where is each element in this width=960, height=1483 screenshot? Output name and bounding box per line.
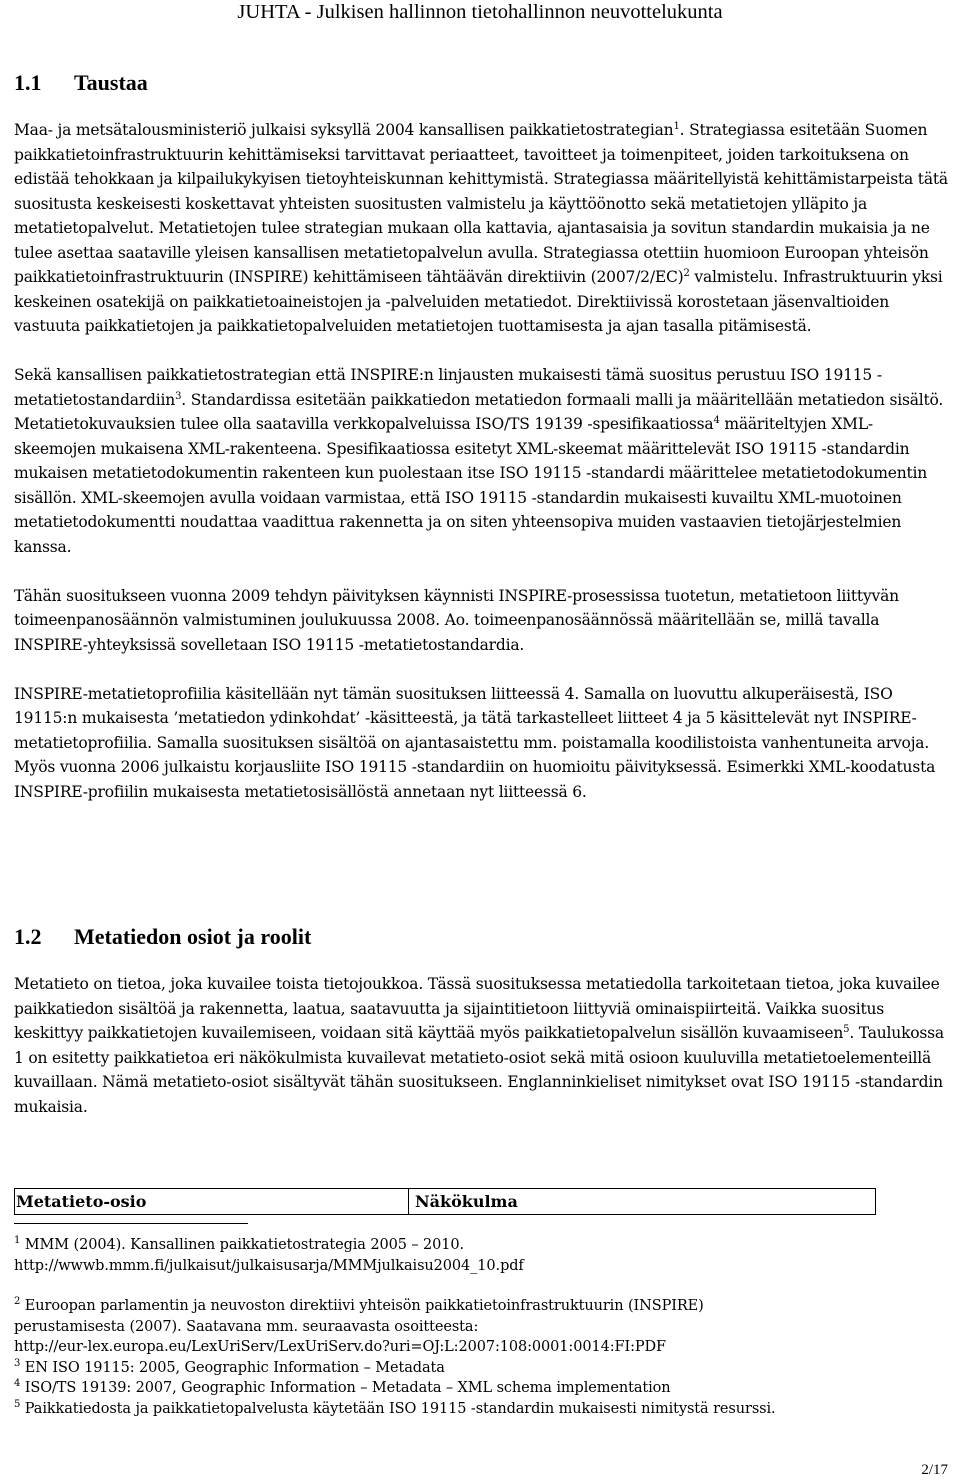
footnote-ref: 3 bbox=[175, 390, 182, 402]
table-header-cell: Metatieto-osio bbox=[15, 1189, 409, 1214]
footnote-2 bbox=[14, 1296, 944, 1358]
section-1-1-body bbox=[14, 118, 954, 804]
footnote-ref: 4 bbox=[713, 414, 720, 426]
text-run: valmistelu. Infrastruktuurin yksi keskeinen osatekijä on paikkatietoaineistojen ja -palveluiden metatiedot. Direktiivissä korostetaan jäsenvaltioiden vastuuta paikkatietojen ja paikkatietopalveluiden metatietojen tuottamisesta ja ajan tasalla pitämisestä. bbox=[14, 268, 943, 335]
text-run: Maa- ja metsätalousministeriö julkaisi syksyllä 2004 kansallisen paikkatietostrategian bbox=[14, 121, 674, 139]
page-header: JUHTA - Julkisen hallinnon tietohallinnon neuvottelukunta bbox=[237, 1, 723, 23]
footnote-ref: 2 bbox=[683, 267, 690, 279]
footnote-1 bbox=[14, 1235, 944, 1276]
footnote-number: 2 bbox=[14, 1296, 21, 1308]
footnote-number: 4 bbox=[14, 1378, 21, 1390]
footnote-number: 5 bbox=[14, 1398, 21, 1410]
footnote-link[interactable]: http://eur-lex.europa.eu/LexUriServ/LexUriServ.do?uri=OJ:L:2007:108:0001:0014:FI:PDF bbox=[14, 1339, 667, 1355]
footnote-number: 1 bbox=[14, 1235, 21, 1247]
section-number: 1.1 bbox=[14, 70, 42, 95]
footnote-number: 3 bbox=[14, 1357, 21, 1369]
footnote-text: EN ISO 19115: 2005, Geographic Information – Metadata bbox=[20, 1359, 445, 1376]
footnote-text: MMM (2004). Kansallinen paikkatietostrategia 2005 – 2010. bbox=[20, 1237, 465, 1253]
text-run: määriteltyjen XML-skeemojen mukaisena XML-rakenteena. Spesifikaatiossa esitetyt XML-skeemat määrittelevät ISO 19115 -standardin mukaisen metatietodokumentin rakenteen kun puolestaan itse ISO 19115 -standardi määrittelee metatietodokumentin sisällön. XML-skeemojen avulla voidaan varmistaa, että ISO 19115 -standardin mukaisesti kuvailtu XML-muotoinen metatietodokumentti noudattaa vaadittua rakennetta ja on siten yhteensopiva muiden vastaavien tietojärjestelmien kanssa. bbox=[14, 415, 928, 556]
text-run: . Strategiassa esitetään Suomen paikkatietoinfrastruktuurin kehittämiseksi tarvittavat periaatteet, tavoitteet ja toimenpiteet, joiden tarkoituksena on edistää tehokkaan ja kilpailukykyisen tietoyhteiskunnan kehittymistä. Strategiassa määritellyistä kehittämistarpeista tätä suositusta keskeisesti koskettavat yhteisten suositusten valmistelu ja käyttöönotto sekä metatietojen ylläpito ja metatietopalvelut. Metatietojen tulee strategian mukaan olla kattavia, ajantasaisia ja sovitun standardin mukaisia ja ne tulee asettaa saataville yleisen kansallisen metatietopalvelun avulla. Strategiassa otettiin huomioon Euroopan yhteisön paikkatietoinfrastruktuurin (INSPIRE) kehittämiseen tähtäävän direktiivin (2007/2/EC) bbox=[14, 121, 948, 286]
section-title: Metatiedon osiot ja roolit bbox=[74, 924, 312, 949]
paragraph bbox=[14, 363, 954, 559]
footnotes bbox=[14, 1235, 944, 1419]
section-title: Taustaa bbox=[74, 70, 148, 95]
footnote-link[interactable]: http://wwwb.mmm.fi/julkaisut/julkaisusarja/MMMjulkaisu2004_10.pdf bbox=[14, 1257, 524, 1274]
text-run: Sekä kansallisen paikkatietostrategian että INSPIRE:n linjausten mukaisesti tämä suositus perustuu ISO 19115 -metatietostandardiin bbox=[14, 366, 882, 409]
section-number: 1.2 bbox=[14, 924, 42, 949]
section-1-2-body bbox=[14, 972, 954, 1119]
section-heading-1-2 bbox=[14, 924, 311, 950]
footnote-4 bbox=[14, 1378, 944, 1399]
table-header-row bbox=[14, 1188, 876, 1215]
page-number: 2/17 bbox=[921, 1462, 948, 1478]
section-heading-1-1 bbox=[14, 70, 148, 96]
paragraph: Tähän suositukseen vuonna 2009 tehdyn päivityksen käynnisti INSPIRE-prosessissa tuotetun, metatietoon liittyvän toimeenpanosäännön valmistuminen joulukuussa 2008. Ao. toimeenpanosäännössä määritellään se, millä tavalla INSPIRE-yhteyksissä sovelletaan ISO 19115 -metatietostandardia. bbox=[14, 586, 899, 654]
paragraph bbox=[14, 972, 954, 1119]
footnote-3 bbox=[14, 1358, 944, 1379]
footnote-separator bbox=[14, 1223, 248, 1224]
footnote-text: Paikkatiedosta ja paikkatietopalvelusta käytetään ISO 19115 -standardin mukaisesti nimitystä resurssi. bbox=[20, 1400, 776, 1417]
paragraph: INSPIRE-metatietoprofiilia käsitellään nyt tämän suosituksen liitteessä 4. Samalla on luovuttu alkuperäisestä, ISO 19115:n mukaisesta ’metatiedon ydinkohdat’ -käsitteestä, ja tätä tarkastelleet liitteet 4 ja 5 käsittelevät nyt INSPIRE-metatietoprofiilia. Samalla suosituksen sisältöä on ajantasaistettu mm. poistamalla koodilistoista vanhentuneita arvoja. Myös vuonna 2006 julkaistu korjausliite ISO 19115 -standardiin on huomioitu päivityksessä. Esimerkki XML-koodatusta INSPIRE-profiilin mukaisesta metatietosisällöstä annetaan nyt liitteessä 6. bbox=[14, 684, 936, 801]
footnote-ref: 1 bbox=[673, 120, 680, 132]
table-header-cell: Näkökulma bbox=[415, 1192, 518, 1211]
text-run: Metatieto on tietoa, joka kuvailee toista tietojoukkoa. Tässä suosituksessa metatiedolla tarkoitetaan tietoa, joka kuvailee paikkatiedon sisältöä ja rakennetta, laatua, saatavuutta ja sijaintitietoon liittyviä ominaispiirteitä. Vaikka suositus keskittyy paikkatietojen kuvailemiseen, voidaan sitä käyttää myös paikkatietopalvelun sisällön kuvaamiseen bbox=[14, 975, 940, 1042]
text-run: . Standardissa esitetään paikkatiedon metatiedon formaali malli ja määritellään metatiedon sisältö. Metatietokuvauksien tulee olla saatavilla verkkopalveluissa ISO/TS 19139 -spesifikaatiossa bbox=[14, 390, 944, 433]
text-run: . Taulukossa 1 on esitetty paikkatietoa eri näkökulmista kuvailevat metatieto-osiot sekä mitä osioon kuuluvilla metatietoelementeillä kuvaillaan. Nämä metatieto-osiot sisältyvät tähän suositukseen. Englanninkieliset nimitykset ovat ISO 19115 -standardin mukaisia. bbox=[14, 1024, 944, 1116]
footnote-text: Euroopan parlamentin ja neuvoston direktiivi yhteisön paikkatietoinfrastruktuurin (INSPIRE) bbox=[20, 1298, 704, 1314]
footnote-text: ISO/TS 19139: 2007, Geographic Information – Metadata – XML schema implementation bbox=[20, 1380, 671, 1396]
paragraph bbox=[14, 118, 954, 339]
footnote-text: perustamisesta (2007). Saatavana mm. seuraavasta osoitteesta: bbox=[14, 1318, 479, 1335]
footnote-ref: 5 bbox=[843, 1023, 850, 1035]
footnote-5 bbox=[14, 1399, 944, 1420]
